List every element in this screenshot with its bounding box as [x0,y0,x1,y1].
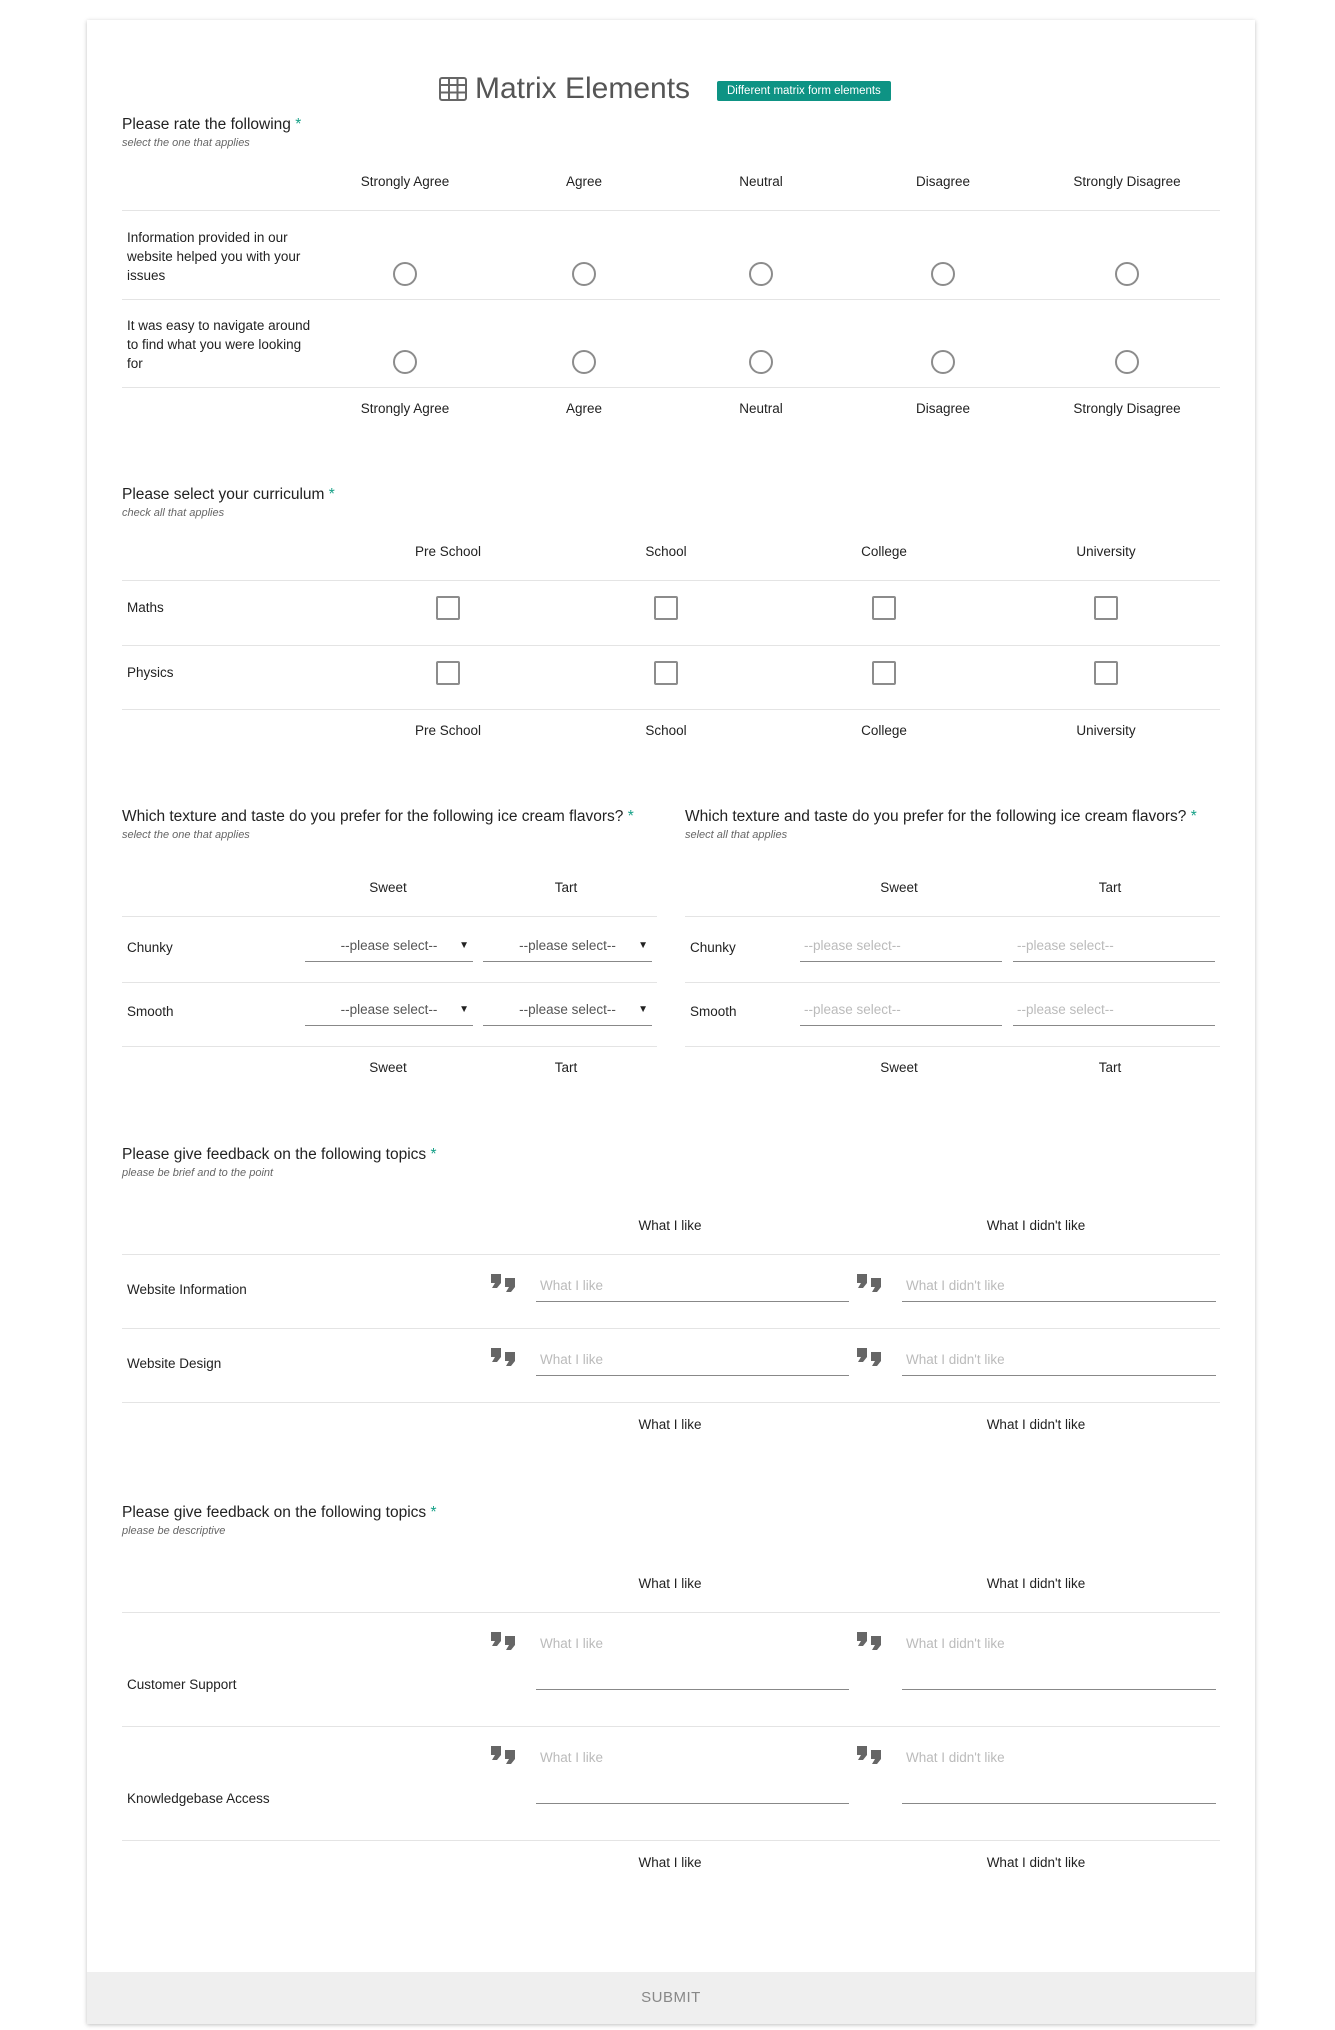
question-hint: select the one that applies [122,829,250,841]
required-marker: * [328,486,335,503]
quote-icon [490,1272,520,1296]
radio-button[interactable] [931,350,955,374]
table-icon [439,77,467,101]
quote-icon [856,1630,886,1654]
checkbox[interactable] [872,596,896,620]
question-title: Please select your curriculum * [122,486,335,503]
row-label: Physics [127,665,174,680]
column-footer: School [645,723,687,738]
sweet-select[interactable]: --please select-- ▼ [305,932,473,962]
row-divider [685,1046,1220,1047]
required-marker: * [430,1504,437,1521]
radio-button[interactable] [931,262,955,286]
checkbox[interactable] [1094,596,1118,620]
radio-button[interactable] [1115,262,1139,286]
question-hint: select all that applies [685,829,788,841]
row-label: Website Design [127,1356,222,1371]
rating-matrix [122,116,1220,416]
question-hint: select the one that applies [122,137,250,149]
required-marker: * [627,808,634,825]
column-header: University [1076,544,1136,559]
row-label: Chunky [127,940,173,955]
row-label: Information provided in our website helped you with your issues [127,230,301,283]
dislike-input[interactable]: What I didn't like [902,1346,1216,1376]
column-header: What I like [638,1576,702,1591]
description-badge: Different matrix form elements [717,81,891,101]
row-divider [122,210,1220,211]
radio-button[interactable] [749,262,773,286]
row-divider [122,982,657,983]
row-divider [685,982,1220,983]
question-hint: check all that applies [122,507,225,519]
column-header: What I didn't like [986,1576,1086,1591]
column-footer: What I like [638,1417,702,1432]
sweet-select[interactable]: --please select-- ▼ [305,996,473,1026]
row-label: Smooth [690,1004,737,1019]
radio-button[interactable] [393,350,417,374]
row-divider [122,299,1220,300]
row-divider [122,387,1220,388]
column-footer: College [861,723,907,738]
row-label: Chunky [690,940,736,955]
row-divider [122,1612,1220,1613]
form-card [87,20,1255,2024]
column-header: What I like [638,1218,702,1233]
column-footer: University [1076,723,1136,738]
checkbox[interactable] [654,661,678,685]
row-divider [685,916,1220,917]
quote-icon [856,1346,886,1370]
dislike-textarea[interactable]: What I didn't like [902,1630,1216,1690]
question-title: Which texture and taste do you prefer for the following ice cream flavors? * [122,808,634,825]
tart-select[interactable]: --please select-- ▼ [483,996,652,1026]
like-input[interactable]: What I like [536,1272,849,1302]
question-title: Please give feedback on the following topics * [122,1504,437,1521]
column-footer: Disagree [915,401,971,416]
column-footer: What I didn't like [986,1417,1086,1432]
radio-button[interactable] [749,350,773,374]
radio-button[interactable] [393,262,417,286]
row-label: Knowledgebase Access [127,1791,270,1806]
dropdown-arrow-icon: ▼ [459,1004,469,1015]
tart-select[interactable]: --please select-- ▼ [483,932,652,962]
column-header: Sweet [880,880,918,895]
column-header: Pre School [414,544,482,559]
row-divider [122,580,1220,581]
column-header: Strongly Disagree [1073,174,1181,189]
quote-icon [856,1744,886,1768]
dropdown-arrow-icon: ▼ [638,1004,648,1015]
column-footer: Tart [1098,1060,1122,1075]
row-label: Website Information [127,1282,247,1297]
column-footer: Agree [565,401,603,416]
radio-button[interactable] [1115,350,1139,374]
column-footer: Tart [554,1060,578,1075]
curriculum-matrix [122,486,1220,738]
column-header: Agree [565,174,603,189]
dropdown-arrow-icon: ▼ [459,940,469,951]
feedback-brief-matrix [122,1146,1220,1432]
column-header: College [861,544,907,559]
question-title: Which texture and taste do you prefer for the following ice cream flavors? * [685,808,1197,825]
column-footer: Sweet [369,1060,407,1075]
column-footer: Pre School [414,723,482,738]
form-header [87,72,1255,112]
column-header: Tart [1098,880,1122,895]
tart-multiselect[interactable]: --please select-- [1013,932,1215,962]
question-title: Please give feedback on the following topics * [122,1146,437,1163]
column-footer: What I didn't like [986,1855,1086,1870]
column-footer: Strongly Agree [360,401,450,416]
question-hint: please be brief and to the point [122,1167,274,1179]
column-header: School [645,544,687,559]
checkbox[interactable] [436,596,460,620]
checkbox[interactable] [654,596,678,620]
dislike-input[interactable]: What I didn't like [902,1272,1216,1302]
like-input[interactable]: What I like [536,1346,849,1376]
like-textarea[interactable]: What I like [536,1744,849,1804]
checkbox[interactable] [436,661,460,685]
title-group [439,72,690,106]
column-header: Neutral [739,174,783,189]
column-header: What I didn't like [986,1218,1086,1233]
quote-icon [490,1744,520,1768]
quote-icon [856,1272,886,1296]
row-divider [122,1254,1220,1255]
quote-icon [490,1630,520,1654]
icecream-multi-matrix [685,808,1220,1075]
like-textarea[interactable]: What I like [536,1630,849,1690]
column-footer: Neutral [739,401,783,416]
checkbox[interactable] [872,661,896,685]
row-label: Customer Support [127,1677,237,1692]
feedback-descriptive-matrix [122,1504,1220,1870]
required-marker: * [295,116,302,133]
row-divider [122,1840,1220,1841]
page-title: Matrix Elements [475,72,691,105]
row-divider [122,1046,657,1047]
row-divider [122,709,1220,710]
row-label: Maths [127,600,164,615]
radio-button[interactable] [572,350,596,374]
required-marker: * [1190,808,1197,825]
sweet-multiselect[interactable]: --please select-- [800,932,1002,962]
dislike-textarea[interactable]: What I didn't like [902,1744,1216,1804]
row-divider [122,645,1220,646]
column-footer: Strongly Disagree [1073,401,1181,416]
row-divider [122,916,657,917]
sweet-multiselect[interactable]: --please select-- [800,996,1002,1026]
row-label: Smooth [127,1004,174,1019]
dropdown-arrow-icon: ▼ [638,940,648,951]
submit-button[interactable]: SUBMIT [87,1972,1255,2024]
row-divider [122,1402,1220,1403]
column-header: Disagree [915,174,971,189]
tart-multiselect[interactable]: --please select-- [1013,996,1215,1026]
column-header: Strongly Agree [360,174,450,189]
quote-icon [490,1346,520,1370]
row-divider [122,1726,1220,1727]
question-hint: please be descriptive [122,1525,226,1537]
required-marker: * [430,1146,437,1163]
checkbox[interactable] [1094,661,1118,685]
column-header: Tart [554,880,578,895]
row-label: It was easy to navigate around to find what you were looking for [127,318,311,371]
column-footer: Sweet [880,1060,918,1075]
question-title: Please rate the following * [122,116,302,133]
column-footer: What I like [638,1855,702,1870]
column-header: Sweet [369,880,407,895]
row-divider [122,1328,1220,1329]
radio-button[interactable] [572,262,596,286]
icecream-select-matrix [122,808,657,1075]
